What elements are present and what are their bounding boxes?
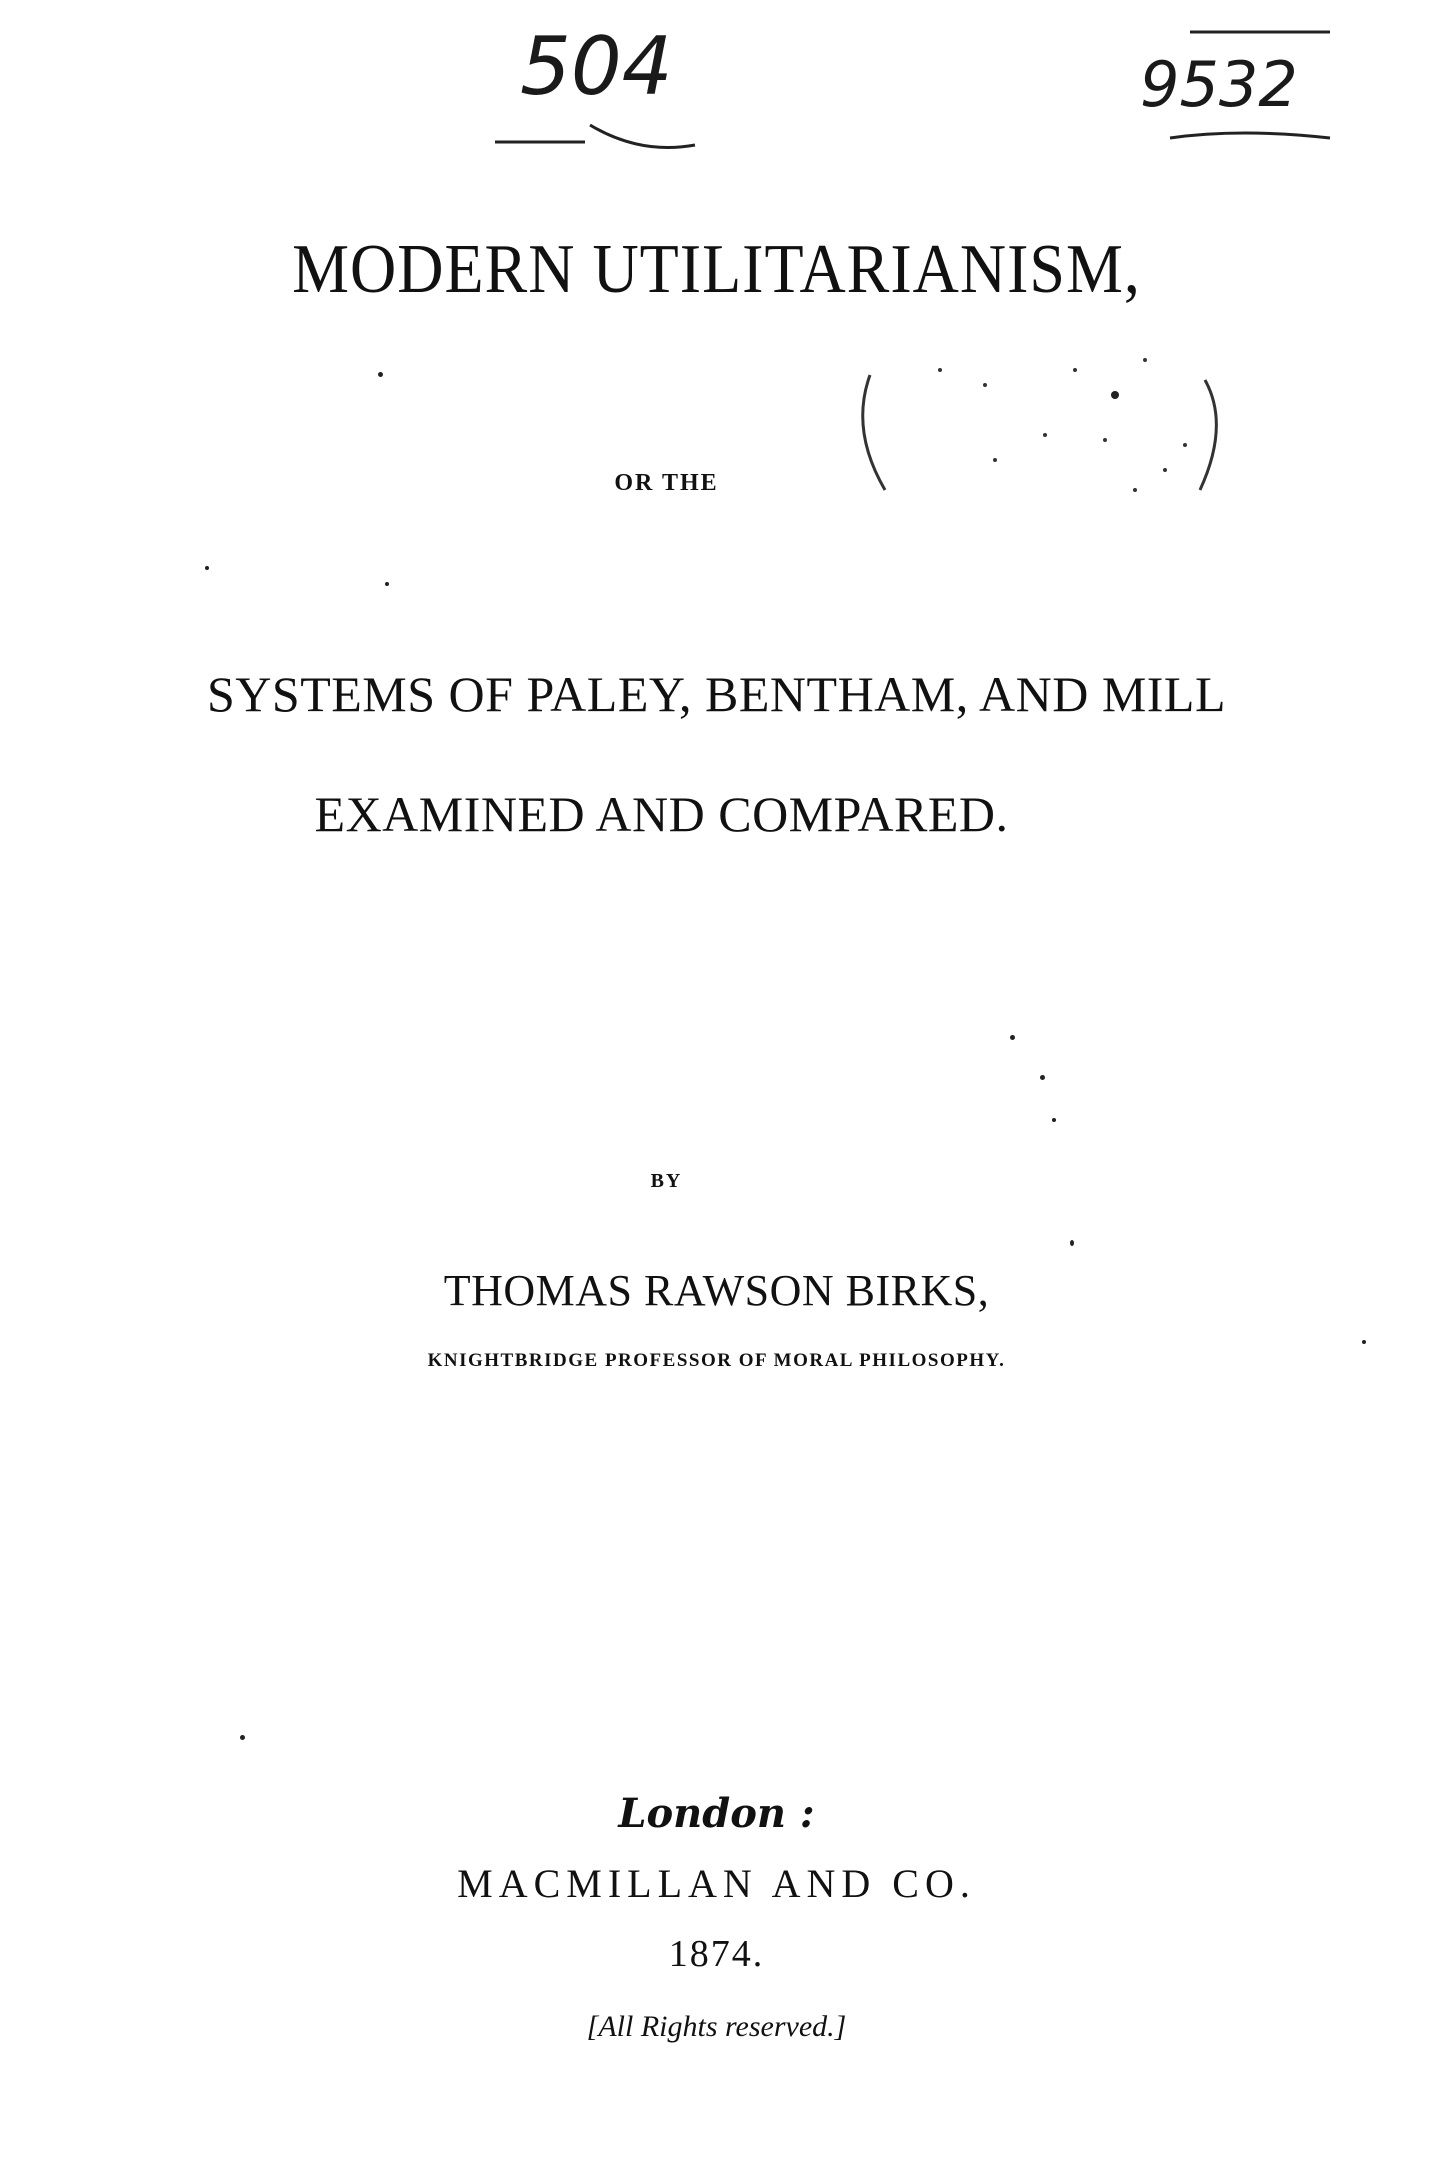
author-name: THOMAS RAWSON BIRKS, xyxy=(443,1266,990,1315)
handwritten-shelfmark-left: 504 xyxy=(520,20,673,113)
speck xyxy=(1040,1075,1045,1080)
publisher-name: MACMILLAN AND CO. xyxy=(457,1861,976,1906)
subtitle-line-2: EXAMINED AND COMPARED. xyxy=(314,786,1009,842)
imprint-place: London : xyxy=(618,1790,815,1837)
by-label: BY xyxy=(650,1170,683,1192)
author-position: KNIGHTBRIDGE PROFESSOR OF MORAL PHILOSOPHY. xyxy=(427,1350,1006,1371)
speck xyxy=(240,1735,245,1740)
speck xyxy=(1052,1118,1056,1122)
speck xyxy=(1010,1035,1015,1040)
shelfmark-left-underline xyxy=(490,120,710,160)
handwritten-shelfmark-right: 9532 xyxy=(1140,48,1298,121)
subtitle-line-1: SYSTEMS OF PALEY, BENTHAM, AND MILL xyxy=(206,666,1227,722)
speck xyxy=(378,372,383,377)
shelfmark-right-lines xyxy=(1160,20,1340,150)
publication-year: 1874. xyxy=(668,1933,765,1975)
rights-notice: [All Rights reserved.] xyxy=(586,2010,847,2043)
main-title: MODERN UTILITARIANISM, xyxy=(292,229,1141,308)
speck xyxy=(385,582,389,586)
speck xyxy=(205,566,209,570)
title-connector: OR THE xyxy=(614,470,719,496)
speck xyxy=(1070,1240,1074,1246)
speck xyxy=(1362,1340,1366,1344)
